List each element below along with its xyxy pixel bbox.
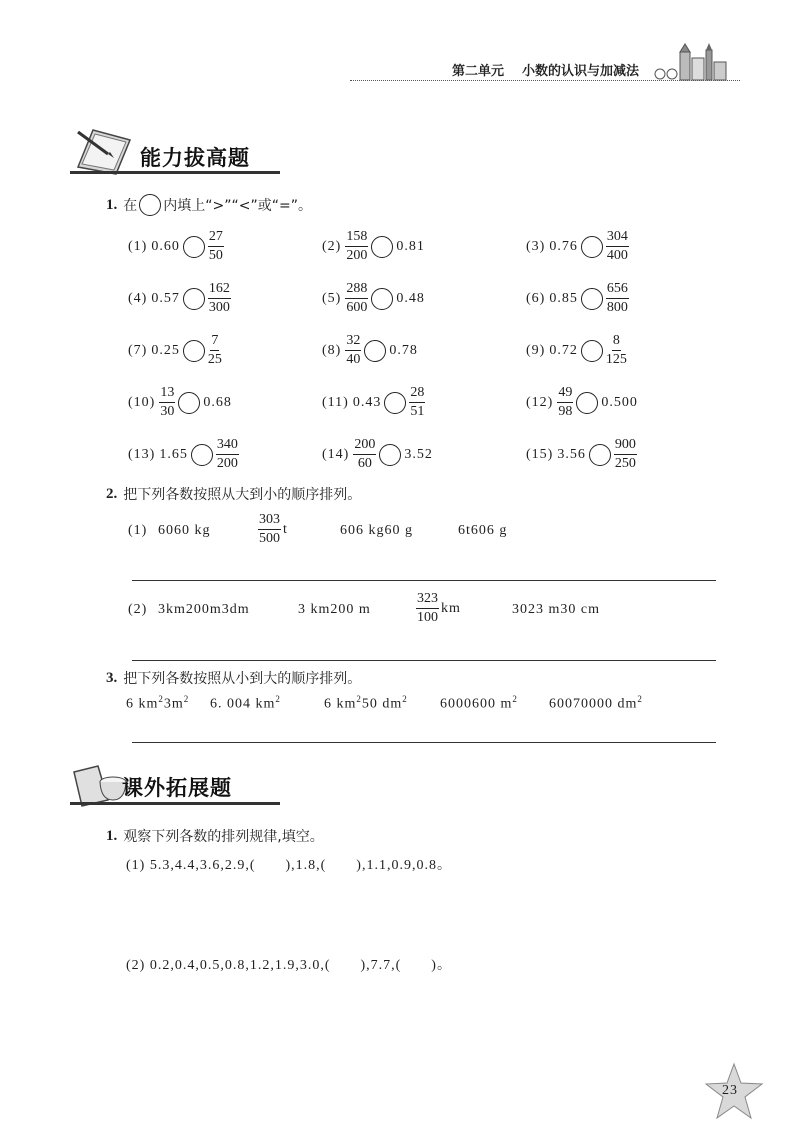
decimal-value: 0.57 <box>151 290 180 306</box>
fraction-numerator: 340 <box>216 436 239 455</box>
decimal-value: 0.78 <box>389 342 418 358</box>
question-text: 把下列各数按照从大到小的顺序排列。 <box>123 487 362 503</box>
compare-circle[interactable] <box>384 392 406 414</box>
decimal-value: 0.76 <box>549 238 578 254</box>
comparison-item <box>322 228 425 265</box>
item-label: (9) <box>526 342 546 358</box>
decimal-value: 0.43 <box>352 394 382 410</box>
fraction <box>159 384 175 421</box>
item-label: (11) <box>322 394 349 410</box>
section-title-underline <box>70 802 280 805</box>
fraction-denominator: 200 <box>346 248 368 263</box>
fraction <box>409 384 425 421</box>
fraction-numerator: 304 <box>606 228 629 247</box>
compare-circle[interactable] <box>576 392 598 414</box>
item-label: (6) <box>526 290 546 306</box>
comparison-item <box>526 280 629 317</box>
compare-circle[interactable] <box>589 444 611 466</box>
q3-value-3: 6 $km^250$ $dm^2$ <box>324 694 408 712</box>
fraction-numerator: 303 <box>258 511 281 530</box>
chapter-subtitle: 小数的认识与加减法 <box>522 64 640 79</box>
item-label: (3) <box>526 238 546 254</box>
fraction-denominator: 125 <box>605 352 627 367</box>
question-3-prompt <box>106 668 361 688</box>
fraction-denominator: 60 <box>357 456 372 471</box>
fraction-numerator: 158 <box>345 228 368 247</box>
answer-line[interactable] <box>132 580 716 581</box>
prompt-text-before: 在 <box>123 198 138 214</box>
q2-sub1-value-a: 6060 kg <box>158 523 211 538</box>
compare-circle[interactable] <box>581 340 603 362</box>
fraction-denominator: 250 <box>614 456 636 471</box>
question-number: 3. <box>106 669 118 686</box>
fraction-unit: t <box>283 521 288 537</box>
stationery-icon <box>640 42 735 82</box>
fraction-denominator: 98 <box>558 404 573 419</box>
fraction-denominator: 30 <box>160 404 175 419</box>
fraction-denominator: 200 <box>216 456 238 471</box>
page-number: 23 <box>722 1083 738 1098</box>
fraction-denominator: 500 <box>259 531 280 546</box>
item-label: (5) <box>322 290 342 306</box>
fraction <box>345 332 361 369</box>
decimal-value: 3.56 <box>557 446 586 462</box>
fraction <box>208 280 231 317</box>
sequence-line-2: (2) 0.2,0.4,0.5,0.8,1.2,1.9,3.0,( ),7.7,( )。 <box>126 958 452 973</box>
compare-circle[interactable] <box>581 288 603 310</box>
q2-sub2-fraction <box>416 590 461 627</box>
item-label: (1) <box>128 238 148 254</box>
comparison-item <box>322 280 425 317</box>
fraction <box>557 384 573 421</box>
question-number: 1. <box>106 827 118 844</box>
extension-question-1-prompt <box>106 826 324 846</box>
comparison-item <box>322 436 433 473</box>
fraction-numerator: 323 <box>416 590 439 609</box>
fraction-numerator: 162 <box>208 280 231 299</box>
answer-line[interactable] <box>132 742 716 743</box>
fraction <box>208 228 224 265</box>
question-number: 1. <box>106 196 118 213</box>
question-2-prompt <box>106 484 361 504</box>
fraction <box>606 280 629 317</box>
question-1-prompt <box>106 194 312 216</box>
q3-value-1: 6 $km^23m^2$ <box>126 694 190 712</box>
comparison-item <box>128 228 224 265</box>
compare-circle[interactable] <box>364 340 386 362</box>
fraction-denominator: 600 <box>346 300 368 315</box>
question-number: 2. <box>106 485 118 502</box>
fraction-numerator: 27 <box>208 228 224 247</box>
fraction-numerator: 7 <box>210 332 219 351</box>
decimal-value: 0.500 <box>601 394 638 410</box>
fraction-denominator: 800 <box>606 300 628 315</box>
fraction <box>614 436 637 473</box>
item-label: (4) <box>128 290 148 306</box>
compare-circle[interactable] <box>183 288 205 310</box>
section-title-ability: 能力拔高题 <box>140 146 250 170</box>
prompt-text-after: 内填上“>”“<”或“=”。 <box>163 198 312 214</box>
q2-sub1-value-c: 606 kg60 g <box>340 523 413 538</box>
item-label: (12) <box>526 394 554 410</box>
comparison-item <box>526 384 638 421</box>
comparison-item <box>128 436 239 473</box>
q2-sub1-fraction <box>258 511 288 548</box>
item-label: (14) <box>322 446 350 462</box>
fraction-denominator: 40 <box>346 352 361 367</box>
item-label: (15) <box>526 446 554 462</box>
decimal-value: 0.72 <box>549 342 578 358</box>
decimal-value: 1.65 <box>159 446 188 462</box>
comparison-item <box>322 332 418 369</box>
q2-sub2-label: (2) <box>128 602 148 617</box>
item-label: (2) <box>322 238 342 254</box>
comparison-item <box>526 228 629 265</box>
decimal-value: 0.48 <box>396 290 425 306</box>
section-title-underline <box>70 171 280 174</box>
fraction-numerator: 8 <box>612 332 621 351</box>
decimal-value: 3.52 <box>404 446 433 462</box>
decimal-value: 0.85 <box>549 290 578 306</box>
fraction-numerator: 656 <box>606 280 629 299</box>
item-label: (13) <box>128 446 156 462</box>
fraction <box>606 332 627 369</box>
fraction <box>208 332 222 369</box>
fraction <box>345 280 368 317</box>
fraction <box>353 436 376 473</box>
q2-sub1-value-d: 6t606 g <box>458 523 508 538</box>
fraction-numerator: 200 <box>353 436 376 455</box>
answer-line[interactable] <box>132 660 716 661</box>
comparison-item <box>526 436 637 473</box>
fraction-numerator: 288 <box>345 280 368 299</box>
compare-circle[interactable] <box>183 340 205 362</box>
fraction-numerator: 900 <box>614 436 637 455</box>
question-text: 把下列各数按照从小到大的顺序排列。 <box>123 671 362 687</box>
decimal-value: 0.60 <box>151 238 180 254</box>
fraction <box>606 228 629 265</box>
q3-value-5: 60070000 $dm^2$ <box>549 694 643 712</box>
comparison-item <box>128 332 222 369</box>
compare-circle[interactable] <box>371 236 393 258</box>
decimal-value: 0.68 <box>203 394 232 410</box>
item-label: (10) <box>128 394 156 410</box>
fraction-unit: km <box>441 600 461 616</box>
item-label: (7) <box>128 342 148 358</box>
q2-sub2-value-a: 3km200m3dm <box>158 602 250 617</box>
fraction-numerator: 49 <box>557 384 573 403</box>
compare-circle[interactable] <box>178 392 200 414</box>
fraction-denominator: 25 <box>207 352 222 367</box>
comparison-item <box>526 332 627 369</box>
fraction <box>345 228 368 265</box>
fraction-denominator: 300 <box>208 300 230 315</box>
blank-circle[interactable] <box>139 194 161 216</box>
fraction-numerator: 32 <box>345 332 361 351</box>
q3-value-2: 6. 004 $km^2$ <box>210 694 281 712</box>
chapter-label: 第二单元 <box>452 64 505 79</box>
compare-circle[interactable] <box>183 236 205 258</box>
fraction-denominator: 50 <box>208 248 223 263</box>
sequence-line-1: (1) 5.3,4.4,3.6,2.9,( ),1.8,( ),1.1,0.9,0.8。 <box>126 858 452 873</box>
fraction-denominator: 51 <box>410 404 425 419</box>
comparison-item <box>322 384 425 421</box>
decimal-value: 0.81 <box>396 238 425 254</box>
q3-value-4: 6000600 $m^2$ <box>440 694 518 712</box>
compare-circle[interactable] <box>191 444 213 466</box>
fraction-numerator: 28 <box>409 384 425 403</box>
q2-sub2-value-b: 3 km200 m <box>298 602 371 617</box>
q2-sub1-label: (1) <box>128 523 148 538</box>
fraction-numerator: 13 <box>159 384 175 403</box>
comparison-item <box>128 280 231 317</box>
fraction-denominator: 100 <box>417 610 438 625</box>
section-title-extension: 课外拓展题 <box>122 776 232 800</box>
comparison-item <box>128 384 232 421</box>
compare-circle[interactable] <box>371 288 393 310</box>
q2-sub2-value-d: 3023 m30 cm <box>512 602 600 617</box>
compare-circle[interactable] <box>379 444 401 466</box>
item-label: (8) <box>322 342 342 358</box>
fraction-denominator: 400 <box>606 248 628 263</box>
question-text: 观察下列各数的排列规律,填空。 <box>123 829 324 845</box>
notebook-pencil-icon <box>68 122 138 177</box>
compare-circle[interactable] <box>581 236 603 258</box>
fraction <box>216 436 239 473</box>
decimal-value: 0.25 <box>151 342 180 358</box>
